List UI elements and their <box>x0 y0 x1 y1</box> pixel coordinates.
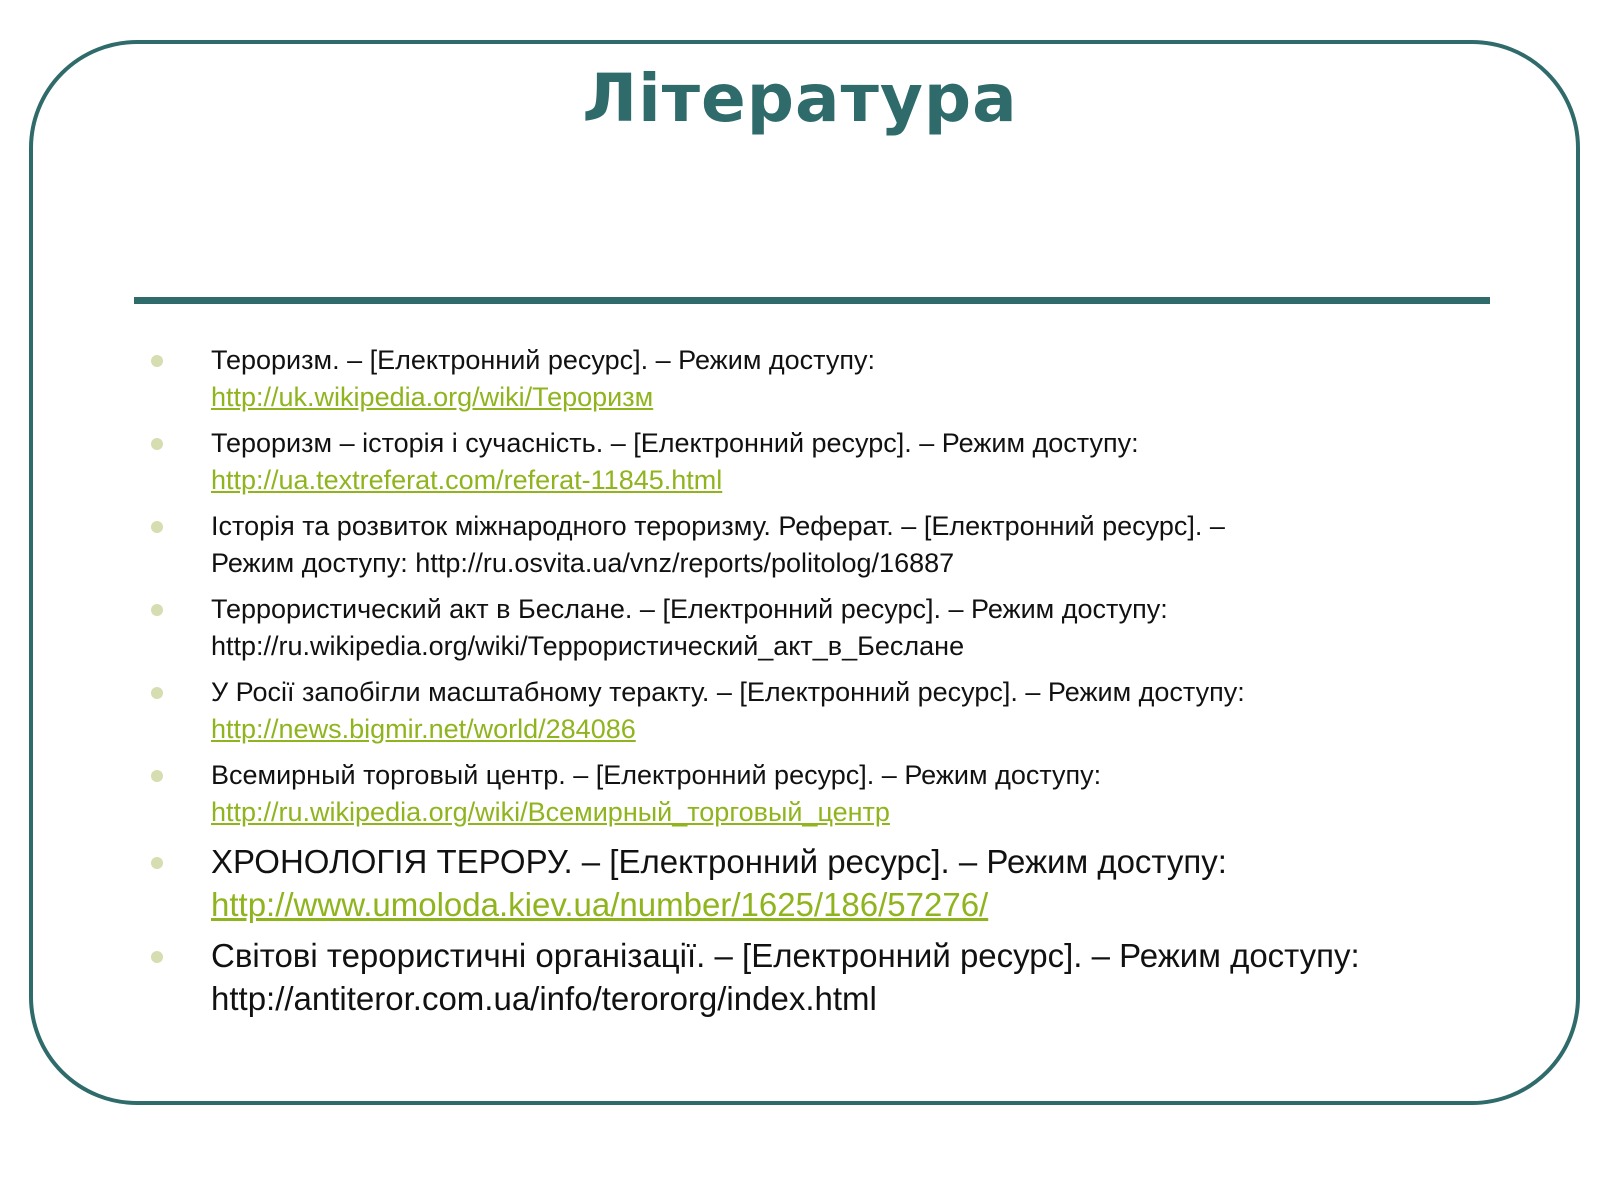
list-item <box>150 674 1450 748</box>
list-item <box>150 342 1450 416</box>
list-item <box>150 840 1450 926</box>
bullet-icon <box>151 355 163 367</box>
bullet-icon <box>151 438 163 450</box>
list-item <box>150 934 1450 1020</box>
reference-text: ХРОНОЛОГІЯ ТЕРОРУ. – [Електронний ресурс]. – Режим доступу: <box>211 843 1227 880</box>
reference-link[interactable]: http://ru.wikipedia.org/wiki/Всемирный_торговый_центр <box>211 797 890 827</box>
title-divider <box>134 297 1490 304</box>
list-item <box>150 425 1450 499</box>
bullet-icon <box>151 687 163 699</box>
reference-link[interactable]: http://ua.textreferat.com/referat-11845.html <box>211 465 723 495</box>
reference-url-text: http://ru.wikipedia.org/wiki/Террористический_акт_в_Беслане <box>211 631 965 661</box>
reference-text: Террористический акт в Беслане. – [Електронний ресурс]. – Режим доступу: <box>211 594 1168 624</box>
slide-title: Література <box>582 60 1018 137</box>
list-item <box>150 508 1450 582</box>
reference-link[interactable]: http://news.bigmir.net/world/284086 <box>211 714 636 744</box>
reference-text: Тероризм. – [Електронний ресурс]. – Режим доступу: <box>211 345 875 375</box>
bullet-icon <box>151 857 163 869</box>
references-list <box>150 342 1450 1028</box>
reference-link[interactable]: http://uk.wikipedia.org/wiki/Тероризм <box>211 382 654 412</box>
bullet-icon <box>151 770 163 782</box>
reference-text: Тероризм – історія і сучасність. – [Електронний ресурс]. – Режим доступу: <box>211 428 1139 458</box>
reference-text: У Росії запобігли масштабному теракту. – [Електронний ресурс]. – Режим доступу: <box>211 677 1245 707</box>
reference-text: Світові терористичні організації. – [Електронний ресурс]. – Режим доступу: <box>211 937 1360 974</box>
reference-link[interactable]: http://www.umoloda.kiev.ua/number/1625/186/57276/ <box>211 886 989 923</box>
reference-url-text: http://antiteror.com.ua/info/terororg/index.html <box>211 980 877 1017</box>
list-item <box>150 757 1450 831</box>
bullet-icon <box>151 521 163 533</box>
reference-url-text: Режим доступу: http://ru.osvita.ua/vnz/reports/politolog/16887 <box>211 548 955 578</box>
list-item <box>150 591 1450 665</box>
reference-text: Історія та розвиток міжнародного тероризму. Реферат. – [Електронний ресурс]. – <box>211 511 1225 541</box>
bullet-icon <box>151 604 163 616</box>
reference-text: Всемирный торговый центр. – [Електронний ресурс]. – Режим доступу: <box>211 760 1102 790</box>
bullet-icon <box>151 951 163 963</box>
